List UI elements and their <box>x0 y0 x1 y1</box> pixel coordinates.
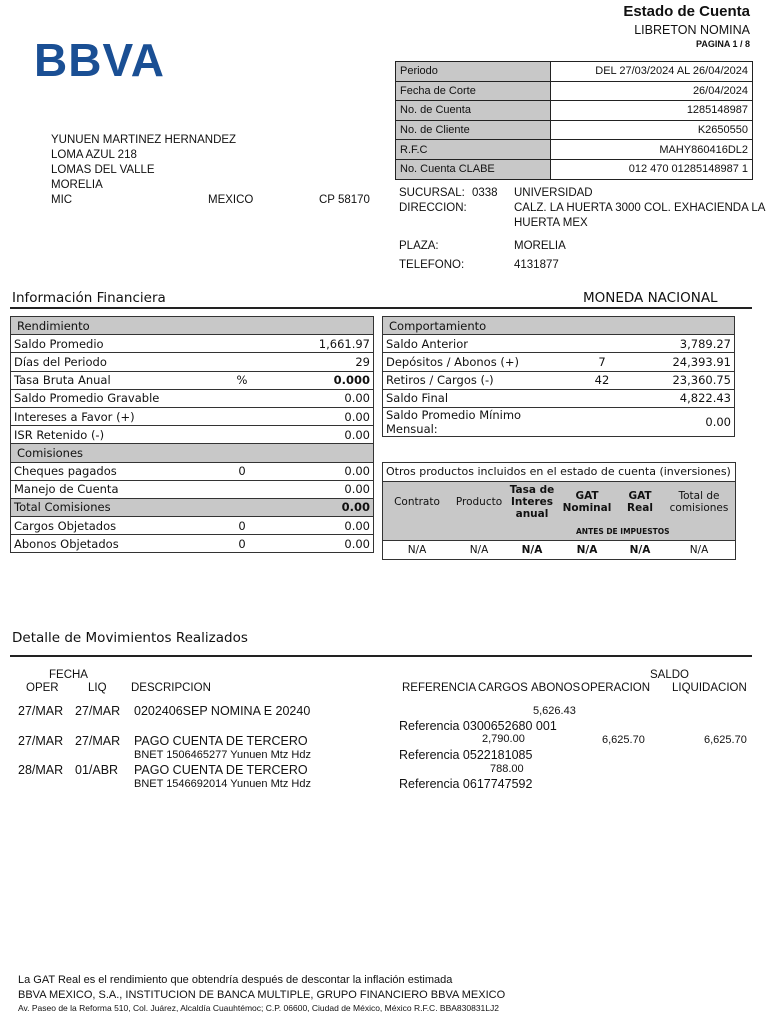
gat-note: La GAT Real es el rendimiento que obtendría después de descontar la inflación estimada <box>18 974 453 986</box>
telefono-value: 4131877 <box>514 259 559 271</box>
sucursal-number: 0338 <box>472 187 498 199</box>
rendimiento-row <box>11 389 374 407</box>
account-info-label: R.F.C <box>396 140 551 160</box>
mov-abono: 5,626.43 <box>533 705 576 717</box>
direccion-label: DIRECCION: <box>399 202 467 214</box>
fin-count <box>217 335 267 353</box>
plaza-label: PLAZA: <box>399 240 439 252</box>
comisiones-title-row <box>11 444 374 462</box>
col-descripcion: DESCRIPCION <box>131 682 211 694</box>
rendimiento-table <box>10 316 374 553</box>
mov-description: 0202406SEP NOMINA E 20240 <box>134 704 311 718</box>
fin-value: 23,360.75 <box>635 371 735 389</box>
fin-value: 4,822.43 <box>635 389 735 407</box>
mov-cargo: 2,790.00 <box>482 733 525 745</box>
fin-count <box>217 426 267 444</box>
fin-value: 0.00 <box>267 462 374 480</box>
other-products-col-header: Contrato <box>394 496 440 508</box>
col-oper: OPER <box>26 682 59 694</box>
col-abonos: ABONOS <box>531 682 581 694</box>
mov-saldo-operacion: 6,625.70 <box>602 734 645 746</box>
comportamiento-row <box>383 335 735 353</box>
col-cargos: CARGOS <box>478 682 528 694</box>
mov-liq-date: 01/ABR <box>75 763 119 777</box>
comportamiento-title-row <box>383 317 735 335</box>
client-colony: LOMAS DEL VALLE <box>51 164 155 176</box>
mov-oper-date: 27/MAR <box>18 704 64 718</box>
rendimiento-row <box>11 426 374 444</box>
other-products-value: N/A <box>469 544 489 556</box>
fin-value: 29 <box>267 353 374 371</box>
client-street: LOMA AZUL 218 <box>51 149 137 161</box>
account-info-table <box>395 61 753 180</box>
account-info-row <box>396 62 753 82</box>
col-referencia: REFERENCIA <box>402 682 477 694</box>
fin-value: 0.000 <box>267 371 374 389</box>
fin-label: Tasa Bruta Anual <box>11 371 218 389</box>
other-products-value: N/A <box>407 544 427 556</box>
account-info-value: 26/04/2024 <box>551 81 753 101</box>
financial-heading: Información Financiera <box>12 290 166 306</box>
fin-label: Cheques pagados <box>11 462 218 480</box>
fin-count <box>569 389 635 407</box>
account-info-row <box>396 140 753 160</box>
client-cp: CP 58170 <box>319 194 370 206</box>
bbva-logo <box>34 34 174 83</box>
fin-label: Intereses a Favor (+) <box>11 407 218 425</box>
rendimiento-row <box>11 335 374 353</box>
fin-label: Saldo Promedio Mínimo Mensual: <box>383 407 570 436</box>
account-type: LIBRETON NOMINA <box>634 23 750 37</box>
fin-label: Depósitos / Abonos (+) <box>383 353 570 371</box>
col-fecha: FECHA <box>49 669 88 681</box>
other-products-table <box>382 462 736 560</box>
col-saldo: SALDO <box>650 669 689 681</box>
fin-value: 0.00 <box>267 535 374 553</box>
mov-saldo-liquidacion: 6,625.70 <box>704 734 747 746</box>
fin-count: 42 <box>569 371 635 389</box>
comportamiento-table <box>382 316 735 437</box>
mov-description: PAGO CUENTA DE TERCERO <box>134 763 308 777</box>
fin-count <box>217 407 267 425</box>
before-taxes-note: ANTES DE IMPUESTOS <box>576 526 670 536</box>
mov-cargo: 788.00 <box>490 763 524 775</box>
rendimiento-title: Rendimiento <box>11 317 374 335</box>
sucursal-name: UNIVERSIDAD <box>514 187 593 199</box>
sucursal-label: SUCURSAL: <box>399 187 465 199</box>
account-info-value: 1285148987 <box>551 101 753 121</box>
fin-label: Manejo de Cuenta <box>11 480 218 498</box>
total-comisiones-label: Total Comisiones <box>11 498 268 516</box>
account-info-label: Periodo <box>396 62 551 82</box>
rendimiento-title-row <box>11 317 374 335</box>
comisiones-title: Comisiones <box>11 444 374 462</box>
rendimiento-row <box>11 371 374 389</box>
mov-description-detail: BNET 1506465277 Yunuen Mtz Hdz <box>134 749 311 761</box>
mov-liq-date: 27/MAR <box>75 734 121 748</box>
fin-value: 0.00 <box>267 517 374 535</box>
other-products-value: N/A <box>689 544 709 556</box>
client-address <box>51 133 370 208</box>
fin-value: 0.00 <box>267 480 374 498</box>
mov-reference: Referencia 0617747592 <box>399 777 533 791</box>
telefono-label: TELEFONO: <box>399 259 465 271</box>
comportamiento-row <box>383 389 735 407</box>
fin-count <box>569 335 635 353</box>
other-products-value: N/A <box>521 544 543 556</box>
mov-oper-date: 27/MAR <box>18 734 64 748</box>
total-comisiones-row <box>11 498 374 516</box>
other-products-col-header: Tasa de Interes anual <box>509 484 555 520</box>
other-products-col-header: GAT Nominal <box>562 490 612 514</box>
fin-count <box>217 480 267 498</box>
other-products-value: N/A <box>576 544 598 556</box>
account-info-label: Fecha de Corte <box>396 81 551 101</box>
fin-value: 3,789.27 <box>635 335 735 353</box>
client-city: MORELIA <box>51 179 103 191</box>
other-products-value: N/A <box>629 544 651 556</box>
fin-count: 0 <box>217 517 267 535</box>
account-info-value: 012 470 01285148987 1 <box>551 159 753 179</box>
comportamiento-row <box>383 353 735 371</box>
mov-liq-date: 27/MAR <box>75 704 121 718</box>
page-indicator: PAGINA 1 / 8 <box>695 39 750 49</box>
account-info-label: No. de Cliente <box>396 120 551 140</box>
statement-title: Estado de Cuenta <box>623 3 750 20</box>
fin-value: 0.00 <box>267 426 374 444</box>
mov-reference: Referencia 0522181085 <box>399 748 533 762</box>
fin-count <box>217 389 267 407</box>
account-info-label: No. Cuenta CLABE <box>396 159 551 179</box>
fin-count: 0 <box>217 535 267 553</box>
fin-count: 7 <box>569 353 635 371</box>
fin-label: Saldo Promedio <box>11 335 218 353</box>
comisiones-row <box>11 462 374 480</box>
mov-oper-date: 28/MAR <box>18 763 64 777</box>
objetados-row <box>11 535 374 553</box>
fin-count <box>569 407 635 436</box>
account-info-label: No. de Cuenta <box>396 101 551 121</box>
bank-address: Av. Paseo de la Reforma 510, Col. Juárez, Alcaldía Cuauhtémoc; C.P. 06600, Ciudad de México, México R.F.C. BBA830831LJ2 <box>18 1003 499 1013</box>
col-operacion: OPERACION <box>581 682 651 694</box>
mov-reference: Referencia 0300652680 001 <box>399 719 557 733</box>
account-info-row <box>396 120 753 140</box>
client-name: YUNUEN MARTINEZ HERNANDEZ <box>51 134 237 146</box>
mov-description: PAGO CUENTA DE TERCERO <box>134 734 308 748</box>
fin-count <box>217 353 267 371</box>
other-products-title: Otros productos incluidos en el estado de cuenta (inversiones) <box>383 463 735 482</box>
fin-label: Saldo Promedio Gravable <box>11 389 218 407</box>
account-info-row <box>396 81 753 101</box>
client-country: MEXICO <box>208 194 254 206</box>
other-products-col-header: Total de comisiones <box>669 490 729 514</box>
fin-value: 1,661.97 <box>267 335 374 353</box>
col-liquidacion: LIQUIDACION <box>672 682 747 694</box>
plaza-value: MORELIA <box>514 240 566 252</box>
direccion-line1: CALZ. LA HUERTA 3000 COL. EXHACIENDA LA <box>514 202 766 214</box>
movements-rule <box>10 655 752 657</box>
fin-label: Saldo Final <box>383 389 570 407</box>
mov-description-detail: BNET 1546692014 Yunuen Mtz Hdz <box>134 778 311 790</box>
client-state: MIC <box>51 194 73 206</box>
account-info-row <box>396 159 753 179</box>
other-products-col-header: GAT Real <box>627 490 653 514</box>
fin-label: Días del Periodo <box>11 353 218 371</box>
fin-label: Saldo Anterior <box>383 335 570 353</box>
account-info-value: MAHY860416DL2 <box>551 140 753 160</box>
comportamiento-title: Comportamiento <box>383 317 735 335</box>
fin-label: Cargos Objetados <box>11 517 218 535</box>
fin-label: ISR Retenido (-) <box>11 426 218 444</box>
account-info-value: DEL 27/03/2024 AL 26/04/2024 <box>551 62 753 82</box>
fin-value: 0.00 <box>635 407 735 436</box>
branch-info <box>399 186 765 273</box>
financial-rule <box>10 307 752 309</box>
fin-count: % <box>217 371 267 389</box>
other-products-col-header: Producto <box>455 496 503 508</box>
rendimiento-row <box>11 353 374 371</box>
comisiones-row <box>11 480 374 498</box>
currency-label: MONEDA NACIONAL <box>583 290 718 306</box>
account-info-value: K2650550 <box>551 120 753 140</box>
fin-value: 0.00 <box>267 389 374 407</box>
col-liq: LIQ <box>88 682 107 694</box>
fin-value: 0.00 <box>267 407 374 425</box>
fin-label: Retiros / Cargos (-) <box>383 371 570 389</box>
movements-heading: Detalle de Movimientos Realizados <box>12 630 248 646</box>
comportamiento-row <box>383 407 735 436</box>
bank-legal-name: BBVA MEXICO, S.A., INSTITUCION DE BANCA MULTIPLE, GRUPO FINANCIERO BBVA MEXICO <box>18 989 506 1001</box>
account-info-row <box>396 101 753 121</box>
rendimiento-row <box>11 407 374 425</box>
fin-label: Abonos Objetados <box>11 535 218 553</box>
total-comisiones-value: 0.00 <box>267 498 374 516</box>
comportamiento-row <box>383 371 735 389</box>
svg-text:BBVA: BBVA <box>34 34 165 80</box>
fin-value: 24,393.91 <box>635 353 735 371</box>
direccion-line2: HUERTA MEX <box>514 217 588 229</box>
fin-count: 0 <box>217 462 267 480</box>
objetados-row <box>11 517 374 535</box>
